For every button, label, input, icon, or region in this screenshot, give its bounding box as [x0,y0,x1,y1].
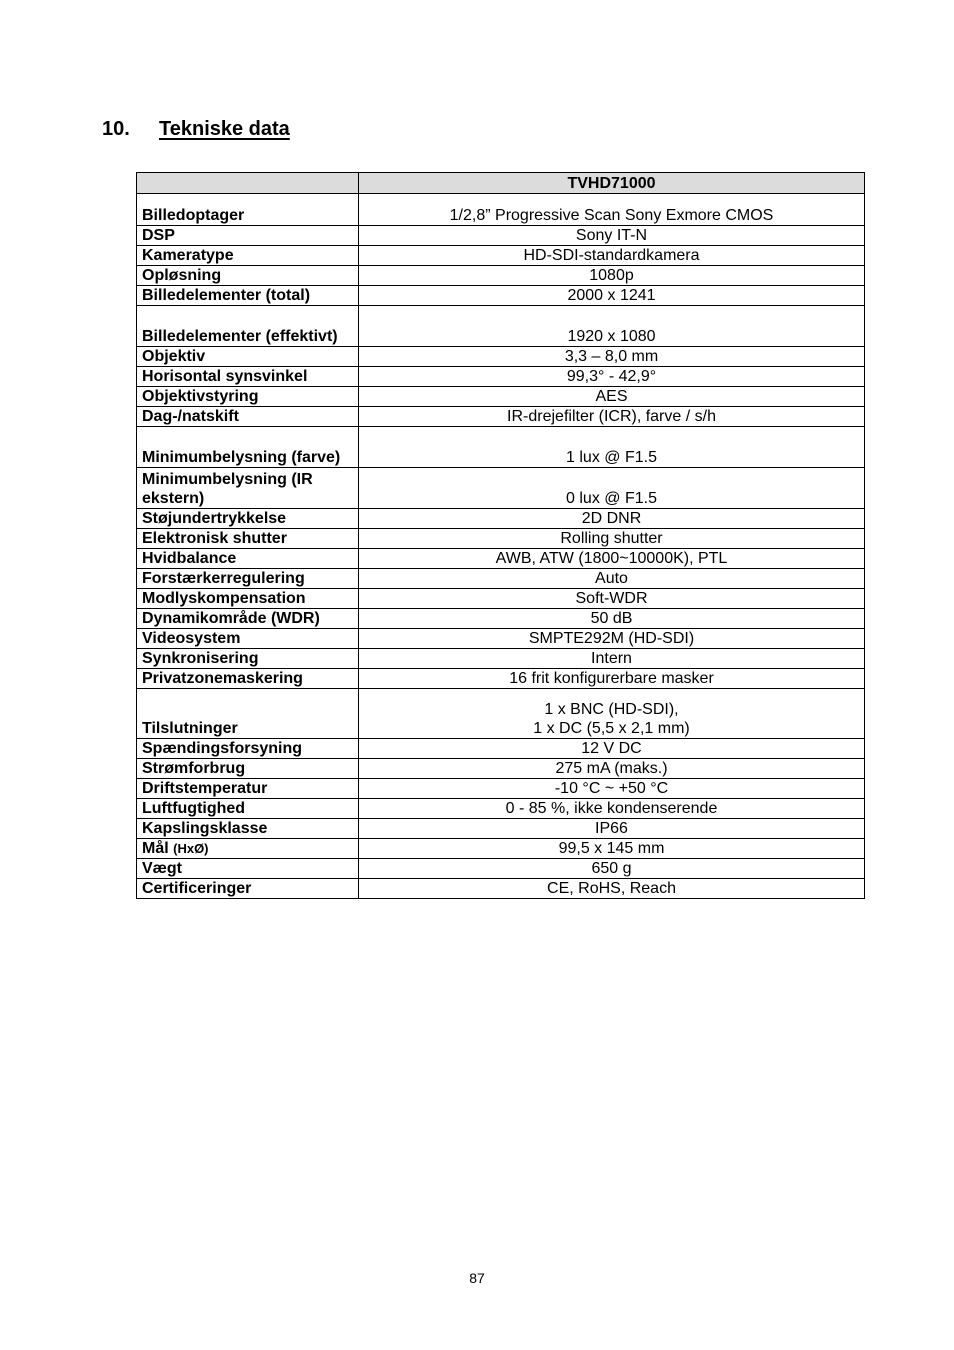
spec-value: -10 °C ~ +50 °C [359,779,865,799]
page-number: 87 [469,1270,485,1286]
section-title: Tekniske data [159,118,290,140]
table-row [137,306,865,347]
table-row [137,226,865,246]
spec-value-line: 1 x DC (5,5 x 2,1 mm) [533,720,690,737]
table-row [137,689,865,739]
table-row [137,759,865,779]
spec-label-main: Mål [142,840,169,857]
table-row [137,779,865,799]
spec-value: Rolling shutter [359,529,865,549]
table-row [137,347,865,367]
spec-value: 0 - 85 %, ikke kondenserende [359,799,865,819]
table-row [137,387,865,407]
spec-label: Opløsning [137,266,359,286]
spec-label: Billedelementer (effektivt) [137,306,359,347]
table-row [137,266,865,286]
table-row [137,509,865,529]
spec-value: SMPTE292M (HD-SDI) [359,629,865,649]
section-heading [102,118,290,141]
spec-label: Strømforbrug [137,759,359,779]
table-row [137,194,865,226]
spec-value: 1920 x 1080 [359,306,865,347]
spec-label: DSP [137,226,359,246]
table-row [137,609,865,629]
spec-value: 275 mA (maks.) [359,759,865,779]
spec-value: Soft-WDR [359,589,865,609]
table-row [137,367,865,387]
spec-value: 1 lux @ F1.5 [359,427,865,468]
spec-label: Minimumbelysning (farve) [137,427,359,468]
table-row [137,629,865,649]
spec-label [137,839,359,859]
spec-label: Dynamikområde (WDR) [137,609,359,629]
header-label-cell [137,173,359,194]
spec-value: 0 lux @ F1.5 [359,468,865,509]
spec-value: Auto [359,569,865,589]
spec-label: Synkronisering [137,649,359,669]
spec-label: Elektronisk shutter [137,529,359,549]
spec-value: 2000 x 1241 [359,286,865,306]
table-row [137,427,865,468]
spec-label: Dag-/natskift [137,407,359,427]
spec-value: CE, RoHS, Reach [359,879,865,899]
spec-label: Kapslingsklasse [137,819,359,839]
table-row [137,739,865,759]
spec-label: Forstærkerregulering [137,569,359,589]
spec-label: Tilslutninger [137,689,359,739]
spec-label: Horisontal synsvinkel [137,367,359,387]
table-row [137,589,865,609]
spec-value: 650 g [359,859,865,879]
spec-value: 99,3° - 42,9° [359,367,865,387]
spec-label: Driftstemperatur [137,779,359,799]
spec-label: Billedelementer (total) [137,286,359,306]
header-model-cell: TVHD71000 [359,173,865,194]
table-row [137,246,865,266]
spec-value: IP66 [359,819,865,839]
table-row [137,468,865,509]
spec-value: 99,5 x 145 mm [359,839,865,859]
spec-label: Støjundertrykkelse [137,509,359,529]
spec-value: HD-SDI-standardkamera [359,246,865,266]
spec-label: Vægt [137,859,359,879]
table-row [137,529,865,549]
spec-label: Objektivstyring [137,387,359,407]
table-row [137,649,865,669]
table-row [137,819,865,839]
spec-label: Luftfugtighed [137,799,359,819]
table-row [137,669,865,689]
table-row [137,799,865,819]
spec-value: 50 dB [359,609,865,629]
spec-value: 3,3 – 8,0 mm [359,347,865,367]
spec-value-line: 1 x BNC (HD-SDI), [544,701,679,718]
spec-label: Spændingsforsyning [137,739,359,759]
spec-label: Certificeringer [137,879,359,899]
spec-value: AES [359,387,865,407]
spec-value: 2D DNR [359,509,865,529]
table-row [137,879,865,899]
spec-label: Objektiv [137,347,359,367]
table-row [137,407,865,427]
spec-value: 1080p [359,266,865,286]
spec-label: Privatzonemaskering [137,669,359,689]
table-row [137,549,865,569]
spec-value: 1/2,8” Progressive Scan Sony Exmore CMOS [359,194,865,226]
section-number: 10. [102,118,130,140]
spec-label: Billedoptager [137,194,359,226]
table-row [137,286,865,306]
spec-label: Videosystem [137,629,359,649]
table-header-row [137,173,865,194]
table-row [137,859,865,879]
table-row [137,839,865,859]
spec-label: Hvidbalance [137,549,359,569]
spec-value: IR-drejefilter (ICR), farve / s/h [359,407,865,427]
table-row [137,569,865,589]
spec-value [359,689,865,739]
spec-label: Kameratype [137,246,359,266]
technical-data-table [136,172,865,899]
spec-value: 12 V DC [359,739,865,759]
spec-label: Modlyskompensation [137,589,359,609]
spec-value: AWB, ATW (1800~10000K), PTL [359,549,865,569]
spec-value: Intern [359,649,865,669]
spec-value: 16 frit konfigurerbare masker [359,669,865,689]
spec-value: Sony IT-N [359,226,865,246]
spec-label: Minimumbelysning (IR ekstern) [137,468,359,509]
spec-label-suffix: (HxØ) [173,841,209,856]
